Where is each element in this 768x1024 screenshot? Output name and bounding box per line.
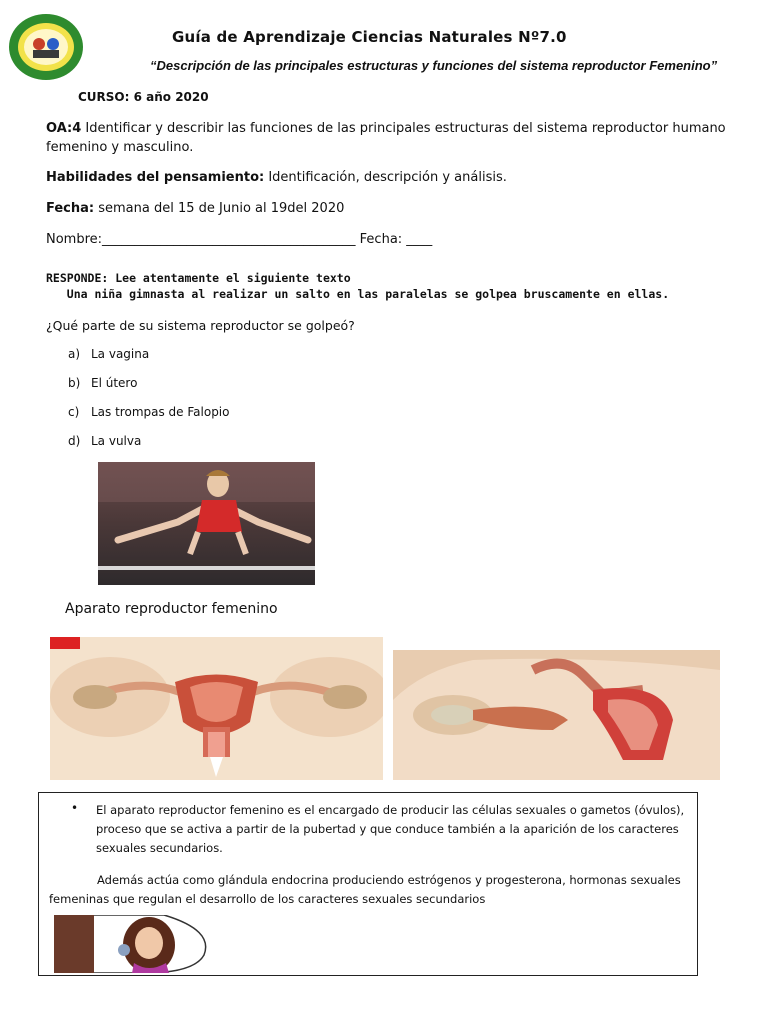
oa-text: Identificar y describir las funciones de las principales estructuras del sistema reproductor humano femenino y masculino.: [46, 121, 726, 155]
gymnast-photo: [98, 462, 315, 585]
date-label: Fecha:: [46, 201, 95, 216]
instructions-line-2: Una niña gimnasta al realizar un salto en las paralelas se golpea bruscamente en ellas.: [46, 287, 670, 301]
option-a[interactable]: a) La vagina: [68, 347, 150, 361]
info-box: [38, 792, 698, 976]
instructions-line-1: RESPONDE: Lee atentamente el siguiente texto: [46, 271, 351, 285]
course-label: CURSO: 6 año 2020: [78, 90, 209, 104]
info-paragraph-1: El aparato reproductor femenino es el encargado de producir las células sexuales o gametos (óvulos), proceso que se activa a partir de la pubertad y que conduce también a la aparición de los caracteres sexuales secundarios.: [96, 803, 685, 855]
oa-label: OA:4: [46, 121, 82, 136]
instructions: [46, 270, 669, 302]
date-text: semana del 15 de Junio al 19del 2020: [94, 201, 345, 216]
option-c[interactable]: c) Las trompas de Falopio: [68, 405, 230, 419]
answer-options: [68, 347, 230, 463]
woman-illustration: [54, 915, 209, 973]
page-subtitle: “Descripción de las principales estructuras y funciones del sistema reproductor Femenino”: [150, 58, 718, 73]
date-line: [46, 201, 344, 216]
uterus-side-diagram: [393, 650, 720, 780]
question-text: ¿Qué parte de su sistema reproductor se golpeó?: [46, 318, 355, 333]
section-title: Aparato reproductor femenino: [65, 601, 278, 617]
school-logo: [8, 13, 84, 81]
option-b[interactable]: b) El útero: [68, 376, 138, 390]
skills-label: Habilidades del pensamiento:: [46, 170, 265, 185]
option-d[interactable]: d) La vulva: [68, 434, 142, 448]
thinking-skills: [46, 170, 507, 185]
name-field-line[interactable]: Nombre:_______________________________________ Fecha: ____: [46, 232, 433, 247]
page-title: Guía de Aprendizaje Ciencias Naturales Nº7.0: [172, 28, 567, 46]
learning-objective: [46, 119, 726, 157]
info-paragraph-2: Además actúa como glándula endocrina produciendo estrógenos y progesterona, hormonas sexuales femeninas que regulan el desarrollo de los caracteres sexuales secundarios: [49, 873, 681, 906]
uterus-front-diagram: [50, 637, 383, 780]
bullet-icon: •: [71, 801, 79, 815]
skills-text: Identificación, descripción y análisis.: [264, 170, 507, 185]
